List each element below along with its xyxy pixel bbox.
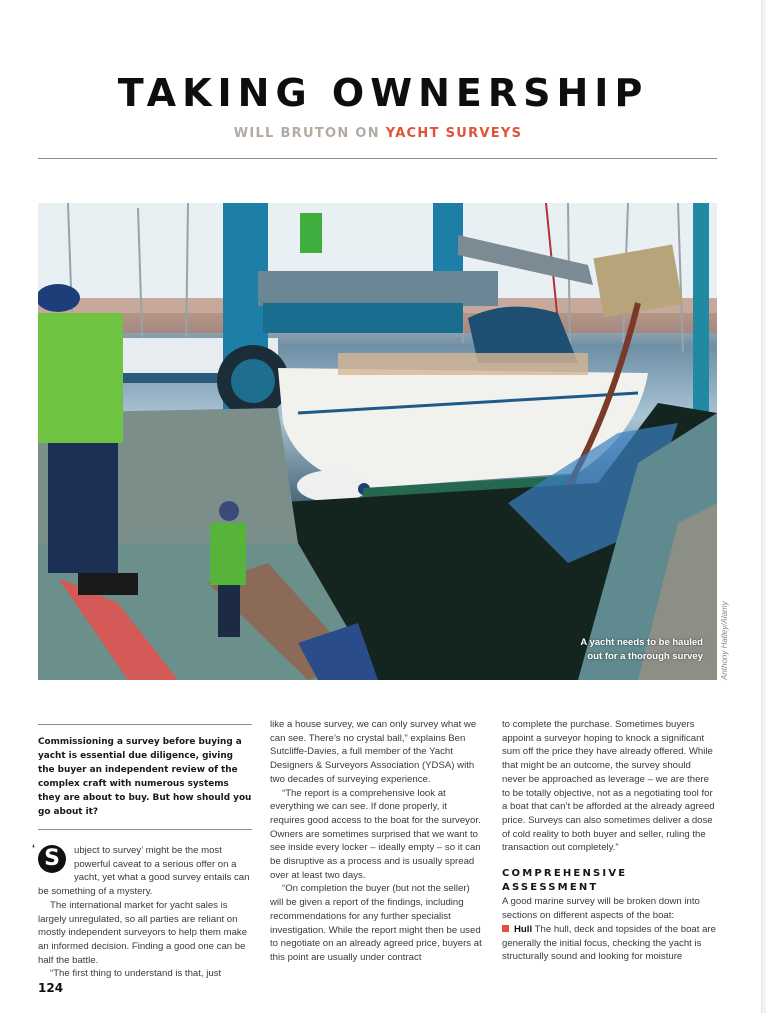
- byline-author: WILL BRUTON ON: [233, 126, 380, 141]
- standfirst-rule-top: [38, 724, 252, 725]
- square-bullet-icon: [502, 925, 509, 932]
- section-intro: A good marine survey will be broken down into sections on different aspects of the boat:: [502, 896, 700, 922]
- caption-line-2: out for a thorough survey: [587, 651, 703, 662]
- byline-topic: YACHT SURVEYS: [385, 126, 523, 141]
- column-3: [502, 718, 716, 964]
- caption-line-1: A yacht needs to be hauled: [580, 637, 703, 648]
- column-1: [32, 718, 252, 981]
- photo-caption: [580, 636, 703, 664]
- article-byline: [0, 126, 756, 141]
- header-divider: [38, 158, 717, 159]
- page-number: 124: [38, 981, 64, 995]
- column-2: [270, 718, 484, 965]
- paragraph-3-start: “The first thing to understand is that, just: [50, 968, 222, 980]
- paragraph-2: The international market for yacht sales is largely unregulated, so all parties are reliant on mostly independent surveyors to help them make an informed decision. Finding a good one can be half the battle.: [38, 899, 248, 966]
- bullet-text: The hull, deck and topsides of the boat are generally the initial focus, checking the yacht is structurally sound and looking for moisture: [502, 923, 716, 963]
- paragraph-5-start: “On completion the buyer (but not the seller) will be given a report of the findings, including recommendations for any further specialist investigation. While the report might then be used to negotiate on an already agreed price, buyers at this point are usually under contract: [270, 883, 482, 963]
- paragraph-1: [38, 845, 249, 897]
- standfirst: Commissioning a survey before buying a yacht is essential due diligence, giving the buyer an independent review of the complex craft with numerous systems they are about to buy. But how should you go about it?: [38, 737, 252, 817]
- paragraph-3-cont: like a house survey, we can only survey what we can see. There’s no crystal ball,” explains Ben Sutcliffe-Davies, a full member of the Yacht Designers & Surveyors Association (YDSA) with two decades of surveying experience.: [270, 719, 477, 785]
- paragraph-1-text: ubject to survey’ might be the most powerful caveat to a serious offer on a yacht, yet what a good survey entails can be something of a mystery.: [38, 845, 250, 898]
- yacht-haulout-illustration: [38, 203, 717, 680]
- paragraph-4: “The report is a comprehensive look at everything we can see. If done properly, it requires good access to the boat for the surveyor. Owners are sometimes surprised that we want to see inside every locker – ideally empty – so it can be disruptive as a process and is usually spread over at least two days.: [270, 787, 481, 881]
- standfirst-rule-bottom: [38, 829, 252, 830]
- page-edge: [761, 0, 766, 1013]
- opening-paragraph: [32, 843, 252, 899]
- paragraph-5-cont: to complete the purchase. Sometimes buyers appoint a surveyor hoping to knock a significant sum off the price they have already offered. While that might be an outcome, the survey should never be approached as leverage – we are there to be totally objective, not as a negotiating tool for a boat that can’t be afforded at the already agreed price. Surveys can also sometimes deliver a dose of cold reality to both buyer and seller, ruling the transaction out completely.”: [502, 719, 715, 854]
- hero-photo: [38, 203, 717, 680]
- article-title: TAKING OWNERSHIP: [117, 71, 649, 115]
- bullet-hull: [502, 923, 716, 964]
- section-heading: COMPREHENSIVE ASSESSMENT: [502, 868, 628, 893]
- dropcap-letter: S: [38, 845, 66, 873]
- photo-credit: Anthony Hatley/Alamy: [720, 601, 729, 680]
- opening-quote-mark: ‘: [32, 843, 36, 855]
- bullet-label: Hull: [514, 923, 533, 935]
